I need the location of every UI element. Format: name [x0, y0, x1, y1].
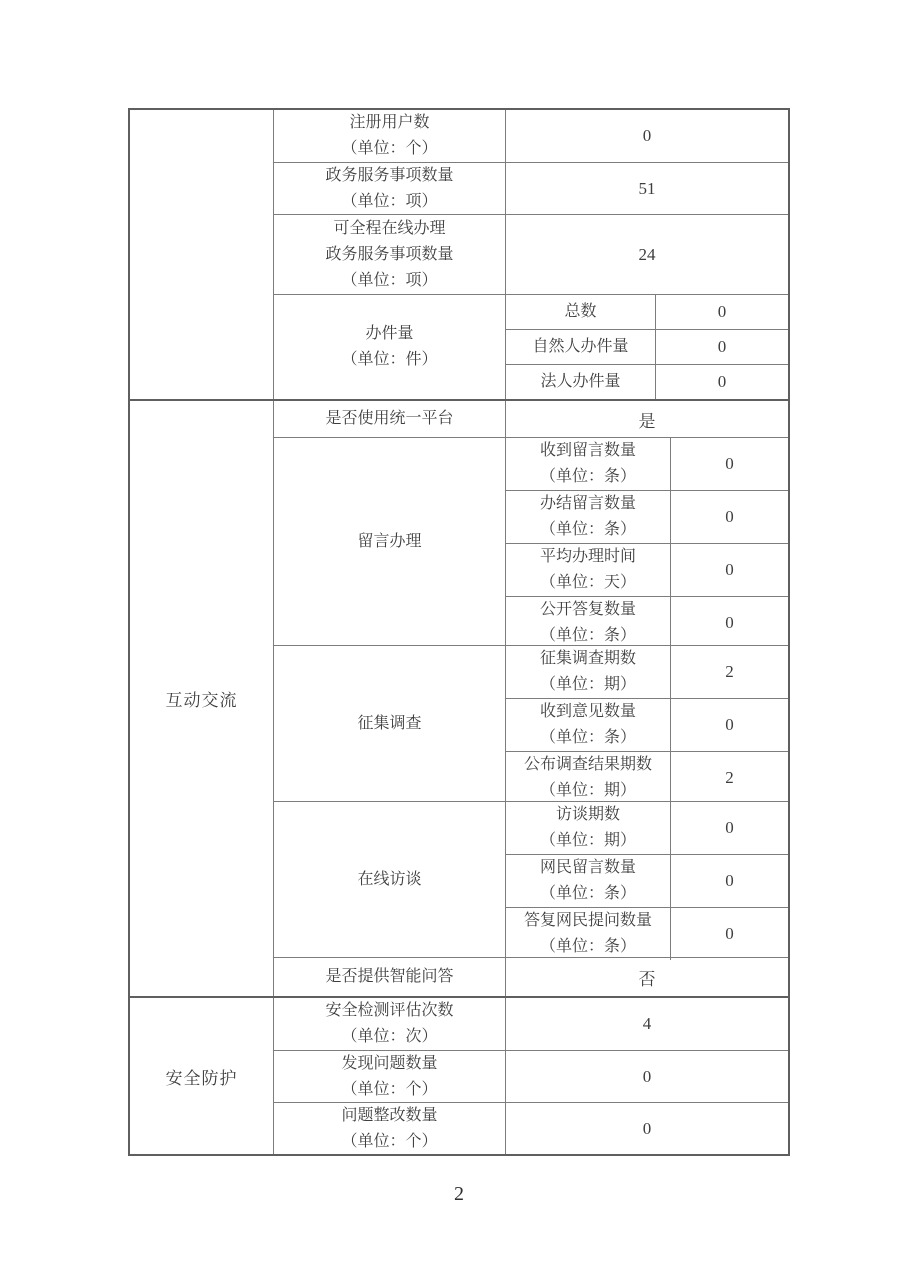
- submetric-label: [506, 365, 656, 399]
- submetric-name: 收到留言数量: [539, 442, 636, 459]
- submetric-name: 征集调查期数: [539, 650, 636, 667]
- submetric-value: 0: [725, 871, 734, 890]
- submetric-name: 公布调查结果期数: [523, 756, 652, 773]
- submetric-unit: （单位：条）: [539, 521, 636, 538]
- subrow-legal-person: [506, 364, 788, 399]
- page-number: 2: [454, 1183, 464, 1205]
- submetric-unit: （单位：条）: [539, 468, 636, 485]
- metric-label: [274, 1103, 506, 1154]
- group-case-volume: [274, 294, 788, 399]
- metric-name: 征集调查: [357, 714, 422, 732]
- metric-name: 是否使用统一平台: [325, 410, 454, 427]
- submetric-label: [506, 544, 671, 596]
- metric-value: 是: [638, 411, 656, 431]
- subrow-natural-person: [506, 329, 788, 364]
- submetric-value: 2: [725, 768, 734, 787]
- group-online-interview: [274, 801, 788, 957]
- subrow-survey-results-published: [506, 751, 788, 804]
- submetric-name: 总数: [564, 303, 597, 320]
- metric-unit: （单位：个）: [341, 1080, 438, 1098]
- submetric-label: [506, 752, 671, 804]
- group-message-handling: [274, 437, 788, 645]
- metric-name: 注册用户数: [349, 114, 430, 131]
- metric-unit: （单位：个）: [341, 140, 438, 157]
- section-interaction: [130, 399, 788, 996]
- row-unified-platform: [274, 401, 788, 437]
- subrow-interview-issues: [506, 802, 788, 854]
- submetric-name: 收到意见数量: [539, 703, 636, 720]
- submetric-label: [506, 491, 671, 543]
- submetric-label: [506, 699, 671, 751]
- submetric-label: [506, 908, 671, 960]
- category-cell-interaction: 互动交流: [130, 401, 274, 996]
- metric-unit: （单位：项）: [341, 271, 438, 289]
- subrow-questions-answered: [506, 907, 788, 960]
- metric-label: [274, 1051, 506, 1102]
- submetric-label: [506, 646, 671, 698]
- submetric-value: 0: [717, 372, 727, 391]
- section-services: [130, 110, 788, 399]
- submetric-value: 0: [717, 337, 727, 356]
- submetric-label: [506, 330, 656, 364]
- metric-unit: （单位：件）: [341, 351, 438, 368]
- submetric-value: 0: [725, 924, 734, 943]
- metric-unit: （单位：次）: [341, 1028, 438, 1045]
- submetric-value: 0: [725, 613, 734, 632]
- submetric-unit: （单位：条）: [539, 729, 636, 746]
- submetric-value: 0: [725, 560, 734, 579]
- metric-name: 在线访谈: [357, 870, 422, 888]
- metric-value: 0: [642, 126, 652, 145]
- subrow-total: [506, 295, 788, 329]
- submetric-value: 0: [725, 454, 734, 473]
- metric-name: 可全程在线办理: [333, 219, 446, 237]
- row-smart-qa: [274, 957, 788, 996]
- group-survey: [274, 645, 788, 801]
- group-label: [274, 802, 506, 957]
- submetric-name: 答复网民提问数量: [523, 912, 652, 929]
- metric-value: 否: [638, 969, 656, 989]
- metric-label: [274, 215, 506, 294]
- group-label: [274, 295, 506, 399]
- metric-name: 安全检测评估次数: [325, 1002, 454, 1019]
- metric-unit: （单位：个）: [341, 1132, 438, 1150]
- metric-label: [274, 163, 506, 214]
- subrow-survey-issues: [506, 646, 788, 698]
- row-online-items: [274, 214, 788, 294]
- metric-value: 4: [642, 1014, 652, 1033]
- submetric-label: [506, 597, 671, 649]
- metric-value: 0: [642, 1066, 652, 1086]
- submetric-unit: （单位：期）: [539, 782, 636, 799]
- submetric-label: [506, 295, 656, 329]
- row-problems-rectified: [274, 1102, 788, 1154]
- submetric-value: 0: [717, 302, 727, 321]
- submetric-label: [506, 855, 671, 907]
- row-security-assessments: [274, 998, 788, 1050]
- metric-value: 51: [638, 178, 656, 198]
- submetric-name: 平均办理时间: [539, 548, 636, 565]
- submetric-label: [506, 438, 671, 490]
- metric-label: [274, 401, 506, 437]
- submetric-unit: （单位：条）: [539, 938, 636, 955]
- group-label: [274, 438, 506, 645]
- submetric-name: 网民留言数量: [539, 859, 636, 876]
- metric-name: 政务服务事项数量: [325, 166, 454, 184]
- submetric-value: 2: [725, 662, 734, 681]
- submetric-value: 0: [725, 715, 734, 734]
- metric-label: [274, 958, 506, 996]
- metric-name: 问题整改数量: [341, 1106, 438, 1124]
- category-cell-services: [130, 110, 274, 399]
- submetric-unit: （单位：条）: [539, 885, 636, 902]
- subrow-netizen-messages: [506, 854, 788, 907]
- submetric-name: 自然人办件量: [532, 338, 629, 355]
- metric-value: 0: [642, 1118, 652, 1138]
- row-registered-users: [274, 110, 788, 162]
- submetric-name: 办结留言数量: [539, 495, 636, 512]
- subrow-average-handling-time: [506, 543, 788, 596]
- metric-name: 办件量: [365, 325, 414, 342]
- submetric-value: 0: [725, 507, 734, 526]
- subrow-messages-completed: [506, 490, 788, 543]
- metric-label: [274, 998, 506, 1050]
- metric-unit: （单位：项）: [341, 192, 438, 210]
- submetric-label: [506, 802, 671, 854]
- section-security: [130, 996, 788, 1154]
- metric-name: 留言办理: [357, 532, 422, 550]
- submetric-value: 0: [725, 818, 734, 837]
- submetric-name: 访谈期数: [555, 806, 620, 823]
- metric-value: 24: [638, 244, 656, 264]
- annual-report-table: [128, 108, 790, 1156]
- submetric-unit: （单位：条）: [539, 627, 636, 644]
- metric-name: 是否提供智能问答: [325, 968, 454, 985]
- metric-label: [274, 110, 506, 162]
- submetric-unit: （单位：期）: [539, 832, 636, 849]
- group-label: [274, 646, 506, 801]
- metric-name: 政务服务事项数量: [325, 245, 454, 263]
- submetric-name: 法人办件量: [540, 373, 621, 390]
- subrow-public-replies: [506, 596, 788, 649]
- subrow-messages-received: [506, 438, 788, 490]
- metric-name: 发现问题数量: [341, 1054, 438, 1072]
- subrow-opinions-received: [506, 698, 788, 751]
- submetric-name: 公开答复数量: [539, 601, 636, 618]
- submetric-unit: （单位：天）: [539, 574, 636, 591]
- row-problems-found: [274, 1050, 788, 1102]
- category-cell-security: 安全防护: [130, 998, 274, 1154]
- row-service-items: [274, 162, 788, 214]
- submetric-unit: （单位：期）: [539, 676, 636, 693]
